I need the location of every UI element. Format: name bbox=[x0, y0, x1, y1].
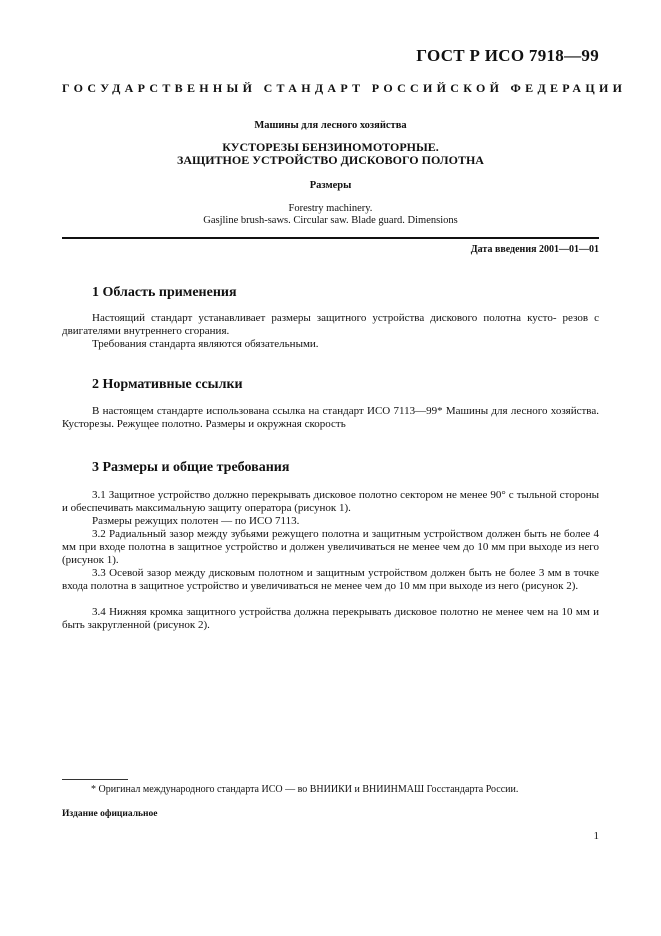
section-1-paragraph-1: Настоящий стандарт устанавливает размеры защитного устройства дискового полотна кусто- резов с двигателями внутреннего сгорания. bbox=[62, 312, 599, 337]
english-title-line-2: Gasjline brush-saws. Circular saw. Blade guard. Dimensions bbox=[203, 215, 458, 226]
document-subtitle: Размеры bbox=[309, 180, 352, 191]
section-3-title: 3 Размеры и общие требования bbox=[92, 460, 290, 475]
section-3-paragraph-5: 3.4 Нижняя кромка защитного устройства должна перекрывать дисковое полотно не менее чем на 10 мм и быть закругленной (рисунок 2). bbox=[62, 606, 599, 631]
section-3-paragraph-4: 3.3 Осевой зазор между дисковым полотном и защитным устройством должен быть не более 3 мм в точке входа полотна в защитное устройство и увеличиваться не менее чем до 10 мм при выходе из него (рисунок 2). bbox=[62, 567, 599, 592]
english-title-line-1: Forestry machinery. bbox=[288, 203, 373, 214]
english-title bbox=[62, 203, 599, 227]
header-divider bbox=[62, 237, 599, 239]
introduction-date: Дата введения 2001—01—01 bbox=[470, 244, 599, 255]
section-1-title: 1 Область применения bbox=[92, 285, 237, 300]
section-2-title: 2 Нормативные ссылки bbox=[92, 377, 243, 392]
title-line-2: ЗАЩИТНОЕ УСТРОЙСТВО ДИСКОВОГО ПОЛОТНА bbox=[177, 153, 484, 167]
state-standard-header: ГОСУДАРСТВЕННЫЙ СТАНДАРТ РОССИЙСКОЙ ФЕДЕРАЦИИ bbox=[62, 81, 627, 95]
document-code: ГОСТ Р ИСО 7918—99 bbox=[416, 46, 599, 65]
footnote: * Оригинал международного стандарта ИСО — во ВНИИКИ и ВНИИНМАШ Госстандарта России. bbox=[91, 784, 519, 795]
section-3-paragraph-2: Размеры режущих полотен — по ИСО 7113. bbox=[92, 515, 300, 527]
page-number: 1 bbox=[593, 830, 599, 842]
section-1-paragraph-2: Требования стандарта являются обязательными. bbox=[92, 338, 319, 350]
section-2-paragraph-1: В настоящем стандарте использована ссылка на стандарт ИСО 7113—99* Машины для лесного хозяйства. Кусторезы. Режущее полотно. Размеры и окружная скорость bbox=[62, 405, 599, 430]
title-line-1: КУСТОРЕЗЫ БЕНЗИНОМОТОРНЫЕ. bbox=[222, 140, 439, 154]
machine-type: Машины для лесного хозяйства bbox=[254, 120, 407, 131]
section-3-paragraph-1: 3.1 Защитное устройство должно перекрывать дисковое полотно сектором не менее 90° с тыльной стороны и обеспечивать максимальную защиту оператора (рисунок 1). bbox=[62, 489, 599, 514]
document-title bbox=[62, 141, 599, 167]
footnote-divider bbox=[62, 779, 128, 780]
edition-label: Издание официальное bbox=[62, 809, 158, 819]
section-3-paragraph-3: 3.2 Радиальный зазор между зубьями режущего полотна и защитным устройством должен быть не более 4 мм при входе полотна в защитное устройство и должен увеличиваться не менее чем до 10 мм при выходе из него (рисунок 1). bbox=[62, 528, 599, 566]
